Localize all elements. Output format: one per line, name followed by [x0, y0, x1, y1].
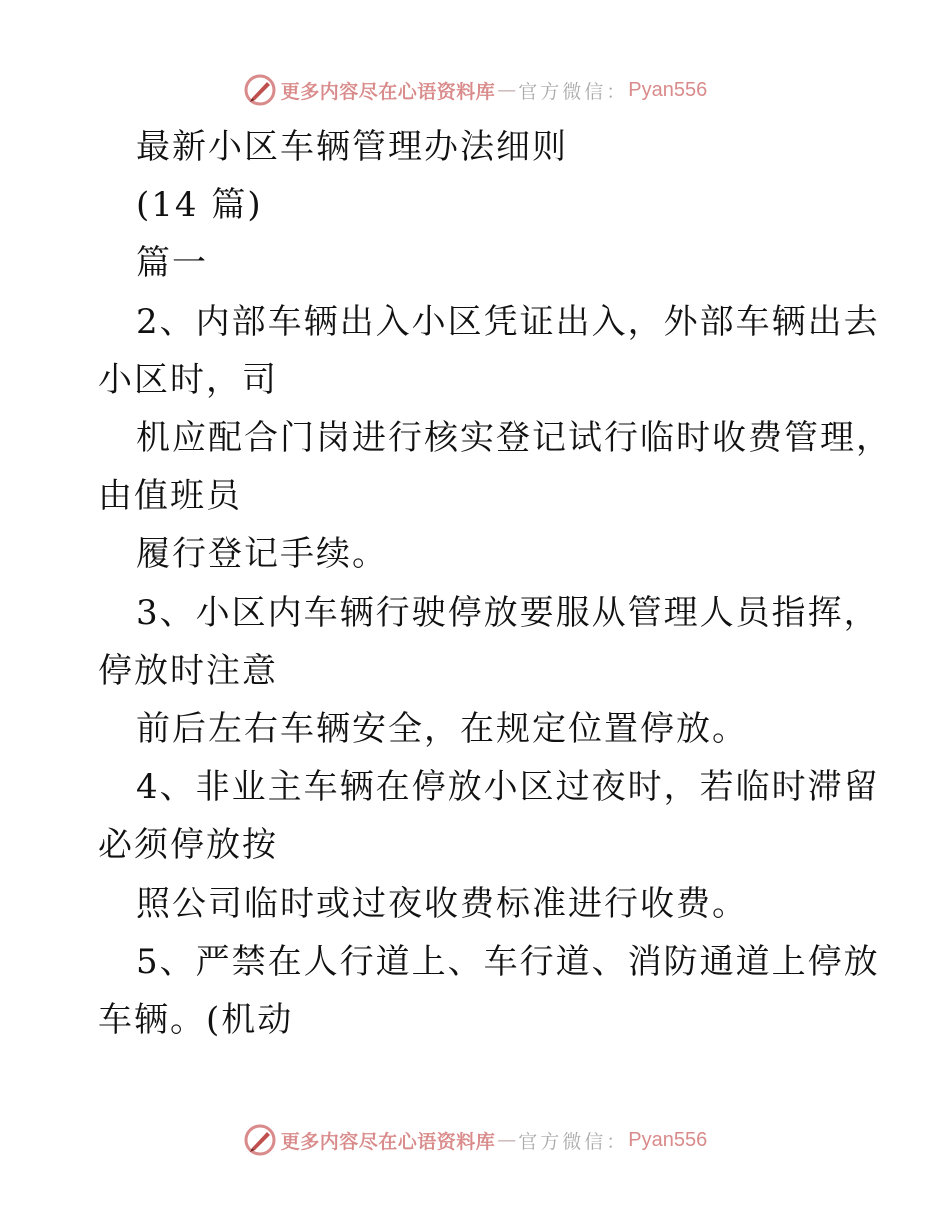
watermark-official: 官方微信： — [518, 80, 629, 103]
watermark-wechat-id: Pyan556 — [628, 1128, 708, 1151]
pen-circle-logo-icon — [243, 1123, 277, 1157]
paragraph-line: 小区时，司 — [98, 359, 278, 400]
watermark-brand: 更多内容尽在心语资料库 — [280, 80, 496, 103]
paragraph-line: 由值班员 — [98, 476, 242, 517]
paragraph-line: 前后左右车辆安全，在规定位置停放。 — [136, 709, 748, 750]
section-heading: 篇一 — [136, 243, 208, 284]
watermark-header — [0, 70, 950, 110]
paragraph-line: 车辆。(机动 — [98, 1000, 294, 1041]
paragraph-line: 停放时注意 — [98, 650, 278, 691]
paragraph-line: 2、内部车辆出入小区凭证出入，外部车辆出去 — [136, 301, 880, 342]
document-body — [98, 118, 892, 1049]
watermark-dash: — — [497, 1129, 517, 1151]
document-title: 最新小区车辆管理办法细则 — [136, 127, 568, 167]
watermark-wechat-id: Pyan556 — [628, 78, 708, 101]
paragraph-line: 4、非业主车辆在停放小区过夜时，若临时滞留 — [136, 767, 880, 808]
paragraph-line: 履行登记手续。 — [136, 534, 388, 575]
document-subtitle: (14 篇) — [136, 185, 263, 226]
watermark-dash: — — [497, 79, 517, 101]
paragraph-line: 5、严禁在人行道上、车行道、消防通道上停放 — [136, 941, 880, 982]
watermark-official: 官方微信： — [518, 1130, 629, 1153]
paragraph-line: 3、小区内车辆行驶停放要服从管理人员指挥， — [136, 592, 880, 633]
paragraph-line: 机应配合门岗进行核实登记试行临时收费管理， — [136, 418, 892, 459]
watermark-footer — [0, 1120, 950, 1160]
pen-circle-logo-icon — [243, 73, 277, 107]
paragraph-line: 必须停放按 — [98, 825, 278, 866]
paragraph-line: 照公司临时或过夜收费标准进行收费。 — [136, 883, 748, 924]
watermark-brand: 更多内容尽在心语资料库 — [280, 1130, 496, 1153]
